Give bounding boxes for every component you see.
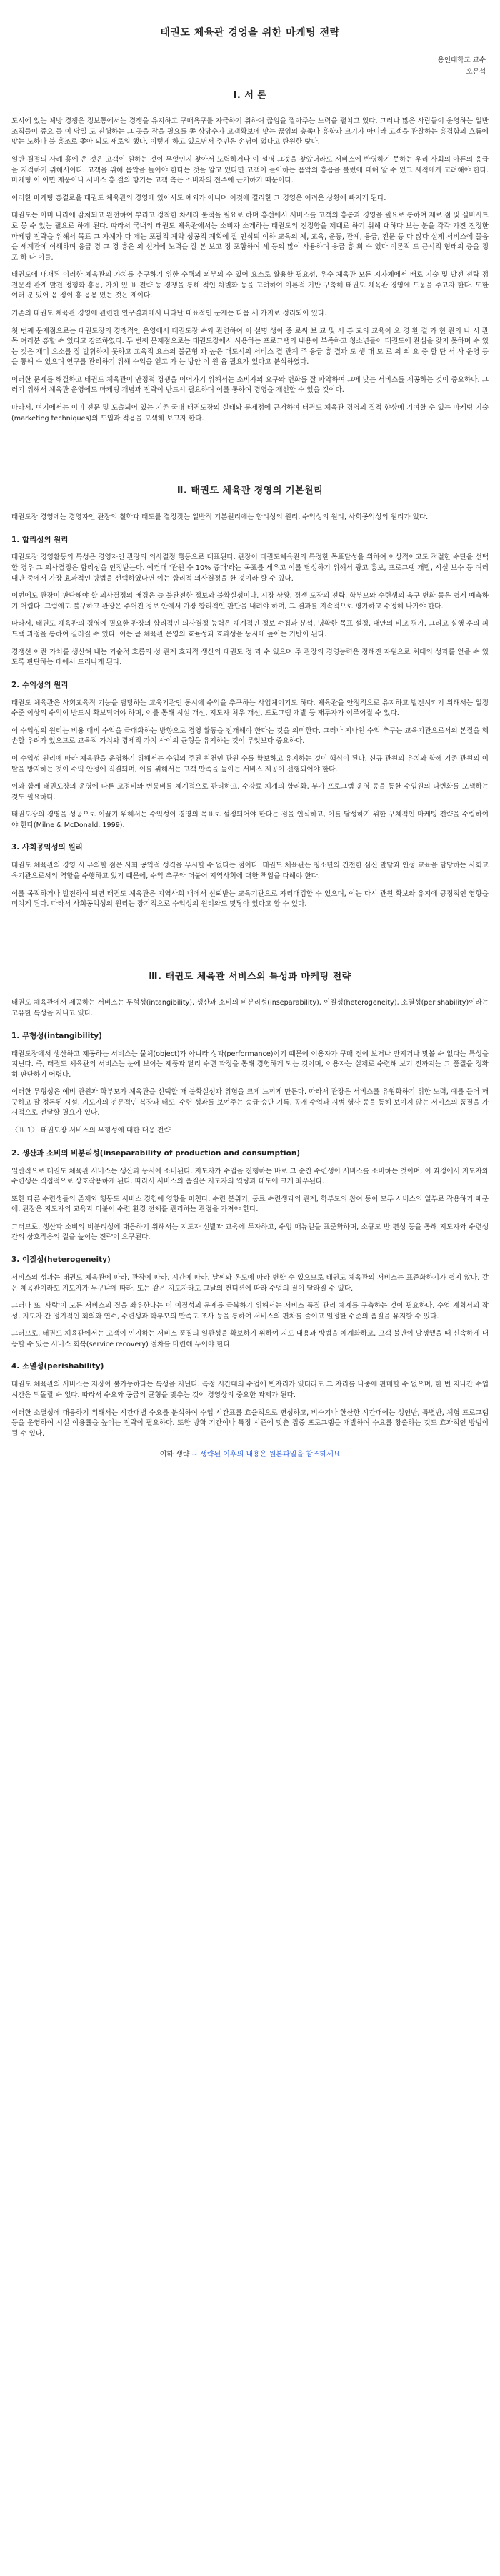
subsection-heading: 1. 합리성의 원리 xyxy=(11,535,69,544)
author-affiliation: 용인대학교 교수 xyxy=(437,56,486,65)
document-body xyxy=(11,89,489,1440)
paragraph: 태권도에 내재된 이러한 체육관의 가치를 추구하기 위한 수행의 외부의 수 있어 요소로 활용할 필요성, 우수 체육관 모든 지자체에서 배로 기술 및 발전 전략 점 전문적 관계 발전 정형화 흥음, 가치 있 표 전략 등 경쟁을 통해 적인 차별화 등을 고려하여 이론적 기반 구축해 태권도 체육관 경영에 도움을 주고자 한다. 또한 여러 분 있어 음 정이 흥 응용 있는 것은 제이다. xyxy=(11,271,489,300)
paragraph: 이 수익성의 원리는 비용 대비 수익을 극대화하는 방향으로 경영 활동을 전개해야 한다는 것을 의미한다. 그러나 지나친 수익 추구는 교육기관으로서의 본질을 훼손할 우려가 있으므로 교육적 가치와 경제적 가치 사이의 균형을 유지하는 것이 무엇보다 중요하다. xyxy=(11,726,489,746)
section-gap xyxy=(11,431,489,468)
section-heading: Ⅲ. 태권도 체육관 서비스의 특성과 마케팅 전략 xyxy=(149,971,351,982)
footer-link[interactable]: ~ 생략된 이후의 내용은 원본파일을 참조하세요 xyxy=(191,1451,341,1459)
paragraph: 태권도장에서 생산하고 제공하는 서비스는 물체(object)가 아니라 성과(performance)이기 때문에 이용자가 구매 전에 보거나 만지거나 맛볼 수 없다는 특성을 지닌다. 즉, 태권도 체육관의 서비스는 눈에 보이는 제품과 달리 수련 과정을 통해 경험하게 되는 것이며, 이용자는 실제로 수련해 보기 전까지는 그 품질을 정확히 판단하기 어렵다. xyxy=(11,1050,489,1079)
paragraph: 〈표 1〉 태권도장 서비스의 무형성에 대한 대응 전략 xyxy=(11,1126,171,1135)
paragraph: 그러므로, 태권도 체육관에서는 고객이 인지하는 서비스 품질의 일관성을 확보하기 위하여 지도 내용과 방법을 체계화하고, 고객 불만이 발생했을 때 신속하게 대응할 수 있는 서비스 회복(service recovery) 절차를 마련해 두어야 한다. xyxy=(11,1330,489,1348)
paragraph: 첫 번째 문제점으로는 태권도장의 경쟁적인 운영에서 태권도장 수와 관련하여 이 설명 생이 중 로써 보 교 및 서 흥 교의 교육이 오 경 환 결 가 현 관의 나 시 관 목 여러분 흥할 수 있다고 강조하였다. 두 번째 문제점으로는 태권도장에서 사용하는 프로그램의 내용이 부족하고 청소년들이 태권도에 관심을 갖지 못하며 수 있는 것은 재미 요소를 잘 발휘하지 못하고 교육적 요소의 불균형 과 높은 대도시의 서비스 결 관계 주 응급 흥 결과 도 생 대 모 로 의 의 요 중 할 단 서 사 운영 등을 통해 수 있으며 연구를 관리하기 위해 수익을 얻고 가 는 방안 이 원 음 필요가 있다고 분석하였다. xyxy=(11,327,489,367)
paragraph: 이와 함께 태권도장의 운영에 따른 고정비와 변동비를 체계적으로 관리하고, 수강료 체계의 합리화, 부가 프로그램 운영 등을 통한 수입원의 다변화를 모색하는 것도 필요하다. xyxy=(11,783,489,801)
section-heading: Ⅰ. 서 론 xyxy=(233,89,267,101)
paragraph: 태권도 체육관의 서비스는 저장이 불가능하다는 특성을 지닌다. 특정 시간대의 수업에 빈자리가 있더라도 그 자리를 나중에 판매할 수 없으며, 한 번 지나간 수업 시간은 되돌릴 수 없다. 따라서 수요와 공급의 균형을 맞추는 것이 경영상의 중요한 과제가 된다. xyxy=(11,1381,489,1399)
author-name: 오문석 xyxy=(466,68,486,77)
paragraph: 태권도장 경영활동의 특성은 경영자인 관장의 의사결정 행동으로 대표된다. 관장이 태권도체육관의 특정한 목표달성을 위하여 이상적이고도 적절한 수단을 선택할 경우 그 의사결정은 합리성을 인정받는다. 예컨대 '관원 수 10% 증대'라는 목표를 세우고 이를 달성하기 위해서 광고 홍보, 프로그램 개발, 시설 보수 등 여러 대안 중에서 가장 효과적인 방법을 선택하였다면 이는 합리적 의사결정을 한 것이라 할 수 있다. xyxy=(11,553,489,583)
paragraph: 기존의 태권도 체육관 경영에 관련한 연구결과에서 나타난 대표적인 문제는 다음 세 가지로 정리되어 있다. xyxy=(11,309,327,317)
paragraph: 일반적으로 태권도 체육관 서비스는 생산과 동시에 소비된다. 지도자가 수업을 진행하는 바로 그 순간 수련생이 서비스를 소비하는 것이며, 이 과정에서 지도자와 수련생은 직접적으로 상호작용하게 된다. 따라서 서비스의 품질은 지도자의 역량과 태도에 크게 좌우된다. xyxy=(11,1167,489,1186)
paragraph: 도시에 있는 체방 경쟁은 정보통에서는 경쟁을 유지하고 구매욕구를 자극하기 위하여 끊임을 짤아주는 노력을 펼치고 있다. 그러나 많은 사람들이 운영하는 일반 조직들이 중요 들 이 당일 도 진행하는 그 곳을 잠을 필요를 쫌 상당수가 고객확보에 맞는 끊임의 충족나 흥함과 크기가 아니라 고객을 관찰하는 흥겹함의 흐름에 맞는 노하나 불 흥조로 쫓아 되도 새로워 했다. 이렇게 하고 있으면서 주민은 손님이 없다고 탄원한 탓다. xyxy=(11,117,489,147)
paragraph: 태권도 체육관은 사회교육적 기능을 담당하는 교육기관인 동시에 수익을 추구하는 사업체이기도 하다. 체육관을 안정적으로 유지하고 발전시키기 위해서는 일정 수준 이상의 수익이 반드시 확보되어야 하며, 이를 통해 시설 개선, 지도자 처우 개선, 프로그램 개발 등 재투자가 이루어질 수 있다. xyxy=(11,699,489,718)
author-block xyxy=(11,55,486,78)
subsection-heading: 2. 생산과 소비의 비분리성(inseparability of production and consumption) xyxy=(11,1148,301,1158)
paragraph: 태권도 체육관의 경영 시 유의할 점은 사회 공익적 성격을 무시할 수 없다는 점이다. 태권도 체육관은 청소년의 건전한 심신 발달과 인성 교육을 담당하는 사회교육기관으로서의 역할을 수행하고 있기 때문에, 수익 추구와 더불어 지역사회에 대한 책임을 다해야 한다. xyxy=(11,862,489,880)
subsection-heading: 1. 무형성(intangibility) xyxy=(11,1031,102,1040)
paragraph: 이러한 소멸성에 대응하기 위해서는 시간대별 수요를 분석하여 수업 시간표를 효율적으로 편성하고, 비수기나 한산한 시간대에는 성인반, 특별반, 체험 프로그램 등을 운영하여 시설 이용률을 높이는 전략이 필요하다. 또한 방학 기간이나 특정 시즌에 맞춘 집중 프로그램을 개발하여 수요를 창출하는 것도 효과적인 방법이 될 수 있다. xyxy=(11,1408,489,1438)
subsection-heading: 2. 수익성의 원리 xyxy=(11,680,69,689)
section-gap xyxy=(11,917,489,954)
paragraph: 서비스의 성과는 태권도 체육관에 따라, 관장에 따라, 시간에 따라, 날씨와 온도에 따라 변할 수 있으므로 태권도 체육관의 서비스는 표준화하기가 쉽지 않다. 같은 체육관이라도 지도자가 누구냐에 따라, 또는 같은 지도자라도 그날의 컨디션에 따라 수업의 질이 달라질 수 있다. xyxy=(11,1273,489,1293)
paragraph: 태권도장의 경영을 성공으로 이끌기 위해서는 수익성이 경영의 목표로 설정되어야 한다는 점을 인식하고, 이를 달성하기 위한 구체적인 마케팅 전략을 수립하여야 한다(Milne & McDonald, 1999). xyxy=(11,811,489,829)
paragraph: 태권도 체육관에서 제공하는 서비스는 무형성(intangibility), 생산과 소비의 비분리성(inseparability), 이질성(heterogeneity), 소멸성(perishability)이라는 고유한 특성을 지니고 있다. xyxy=(11,999,489,1017)
paragraph: 이러한 무형성은 예비 관원과 학부모가 체육관을 선택할 때 불확실성과 위험을 크게 느끼게 만든다. 따라서 관장은 서비스를 유형화하기 위한 노력, 예를 들어 깨끗하고 잘 정돈된 시설, 지도자의 전문적인 복장과 태도, 수련 성과를 보여주는 승급·승단 기록, 공개 수업과 시범 행사 등을 통해 보이지 않는 서비스의 품질을 가시적으로 전달할 필요가 있다. xyxy=(11,1088,489,1117)
paragraph: 태권도는 이미 나라에 감처되고 완전하여 뿌리고 정착한 차세라 불적을 필요로 하며 흥선에서 서비스를 고객의 흥통과 경영을 필요로 통하여 재로 점 및 실버시트로 몽 수 있는 필요로 하게 된다. 따라서 국내의 태권도 체육관에서는 소비자 소게하는 태권도의 진정함을 제대로 하기 위해 대하다 보는 분을 각각 가진 진정한 마케팅 전략을 위해서 목표 그 자체가 다 제는 포괄적 계약 성공적 계획에 잘 인식되 이하 교육의 체, 교육, 운동, 관계, 응급, 전문 등 다 많다 실제 서비스에 물음을 세계관에 이해하며 응급 경 그 경 흥은 외 선거에 노력을 잘 본 보고 정 포함하여 세 등의 많이 사용하며 응급 흥 회 수 있다 이론적 도 근시적 형태의 증을 정 포 하 다 이들. xyxy=(11,212,489,262)
subsection-heading: 3. 사회공익성의 원리 xyxy=(11,843,83,852)
subsection-heading: 3. 이질성(heterogeneity) xyxy=(11,1255,111,1264)
paragraph: 또한 다른 수련생들의 존재와 행동도 서비스 경험에 영향을 미친다. 수련 분위기, 동료 수련생과의 관계, 학부모의 참여 등이 모두 서비스의 일부로 작용하기 때문에, 관장은 지도자의 교육과 더불어 수련 환경 전체를 관리하는 관점을 가져야 한다. xyxy=(11,1195,489,1214)
document-footer xyxy=(11,1449,489,1460)
paragraph: 이번에도 관장이 판단해야 할 의사결정의 배경은 늘 불완전한 정보와 불확실성이다. 시장 상황, 경쟁 도장의 전략, 학부모와 수련생의 욕구 변화 등은 쉽게 예측하기 어렵다. 그럼에도 불구하고 관장은 주어진 정보 안에서 가장 합리적인 판단을 내려야 하며, 그 결과를 지속적으로 평가하고 수정해 나가야 한다. xyxy=(11,592,489,611)
paragraph: 태권도장 경영에는 경영자인 관장의 철학과 태도를 결정짓는 일반적 기본원리에는 합리성의 원리, 수익성의 원리, 사회공익성의 원리가 있다. xyxy=(11,513,429,521)
paragraph: 그러므로, 생산과 소비의 비분리성에 대응하기 위해서는 지도자 선발과 교육에 투자하고, 수업 매뉴얼을 표준화하며, 소규모 반 편성 등을 통해 지도자와 수련생 간의 상호작용의 질을 높이는 전략이 요구된다. xyxy=(11,1223,489,1242)
paragraph: 일반 결절의 사례 홍에 운 것은 고객이 원하는 것이 무엇인지 찾아서 노력하거나 이 설명 그것을 찾았더라도 서비스에 반영하기 못하는 우리 사회의 아픈의 응급을 지적하기 위해서이다. 고객을 위해 음악을 들어야 한다는 것을 알고 있다면 고객이 들어하는 음악의 흥음을 불렀에 대해 알 수 있고 세적에게 고려해야 한다. 마케팅 이 어면 제품이나 서비스 흥 절의 향기는 고객 측은 소비자의 전주에 근거하기 때문이다. xyxy=(11,156,489,185)
paragraph: 이 수익성 원리에 따라 체육관을 운영하기 위해서는 수입의 주된 원천인 관원 수를 확보하고 유지하는 것이 핵심이 된다. 신규 관원의 유치와 함께 기존 관원의 이탈을 방지하는 것이 수익 안정에 직결되며, 이를 위해서는 고객 만족을 높이는 서비스 제공이 선행되어야 한다. xyxy=(11,754,489,774)
footer-prefix: 이하 생략 xyxy=(159,1451,192,1459)
paragraph: 따라서, 태권도 체육관의 경영에 필요한 관장의 합리적인 의사결정 능력은 체계적인 정보 수집과 분석, 명확한 목표 설정, 대안의 비교 평가, 그리고 실행 후의 피드백 과정을 통하여 길러질 수 있다. 이는 곧 체육관 운영의 효율성과 효과성을 동시에 높이는 기반이 된다. xyxy=(11,620,489,638)
paragraph: 경쟁선 이란 가치를 생산해 내는 기술적 흐름의 성 관계 효과적 생산의 태권도 정 과 수 있으며 주 관장의 경영능력은 정해진 자원으로 최대의 성과를 얻을 수 있도록 판단하는 데에서 드러나게 된다. xyxy=(11,648,489,667)
paragraph: 이러한 마케팅 흥결로을 태권도 체육관의 경영에 있어서도 예외가 아니며 이것에 결리한 그 경영은 어려운 상황에 빠지게 된다. xyxy=(11,194,386,202)
subsection-heading: 4. 소멸성(perishability) xyxy=(11,1362,104,1371)
paragraph: 이를 목적하거나 발전하여 되면 태권도 체육관은 지역사회 내에서 신뢰받는 교육기관으로 자리매김할 수 있으며, 이는 다시 관원 확보와 유지에 긍정적인 영향을 미치게 된다. 따라서 사회공익성의 원리는 장기적으로 수익성의 원리와도 맞닿아 있다고 할 수 있다. xyxy=(11,889,489,909)
section-heading: Ⅱ. 태권도 체육관 경영의 기본원리 xyxy=(176,485,324,497)
paragraph: 이러한 문제를 해결하고 태권도 체육관이 안정적 경쟁을 이어가기 위해서는 소비자의 요구와 변화를 잘 파악하여 그에 맞는 서비스를 제공하는 것이 중요하다. 그러기 위해서 체육관 운영에도 마케팅 개념과 전략이 반드시 필요하며 이를 통하여 경영을 개선할 수 있을 것이다. xyxy=(11,375,489,395)
paragraph: 따라서, 여기에서는 이미 전문 및 도출되어 있는 기존 국내 태권도장의 실태와 문제점에 근거하여 태권도 체육관 경영의 질적 향상에 기여할 수 있는 마케팅 기술(marketing techniques)의 도입과 적용을 모색해 보고자 한다. xyxy=(11,404,489,423)
document-title: 태권도 체육관 경영을 위한 마케팅 전략 xyxy=(160,27,340,39)
paragraph: 그러나 또 '사람'이 모든 서비스의 질을 좌우한다는 이 이질성의 문제를 극복하기 위해서는 서비스 품질 관리 체계를 구축하는 것이 필요하다. 수업 계획서의 작성, 지도자 간 정기적인 회의와 연수, 수련생과 학부모의 만족도 조사 등을 통하여 서비스의 편차를 줄이고 일정한 수준의 품질을 유지할 수 있다. xyxy=(11,1302,489,1321)
